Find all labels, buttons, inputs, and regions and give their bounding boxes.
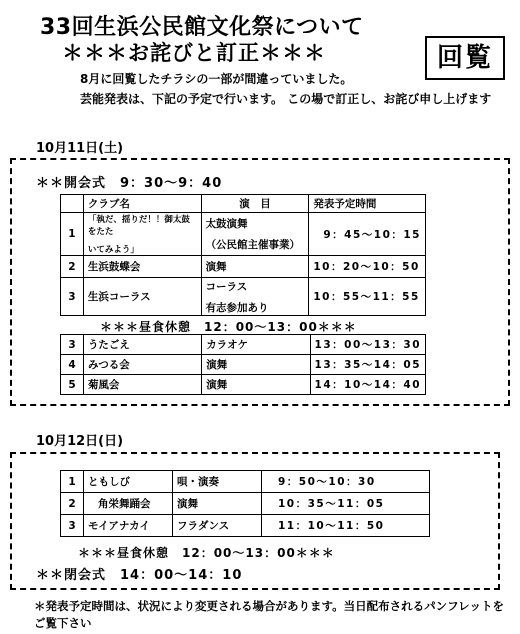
closing-ceremony: ＊＊閉会式 14：00〜14：10 xyxy=(36,568,243,583)
title-line-2: ＊＊＊お詫びと訂正＊＊＊ xyxy=(62,41,326,65)
row-no: 4 xyxy=(61,355,84,375)
row-no: 3 xyxy=(61,278,84,316)
row-time: 9：45〜10：15 xyxy=(309,213,426,256)
row-club: 菊風会 xyxy=(83,375,201,395)
row-club: みつる会 xyxy=(83,355,201,375)
row-no: 3 xyxy=(61,515,84,537)
circulation-stamp: 回覧 xyxy=(425,36,505,80)
row-no: 5 xyxy=(61,375,84,395)
table-row xyxy=(61,278,426,316)
footer-note: ＊発表予定時間は、状況により変更される場合があります。当日配布されるパンフレットをご覧下さい xyxy=(34,599,504,630)
row-time: 10：55〜11：55 xyxy=(309,278,426,316)
header-program: 演 目 xyxy=(201,195,309,213)
table-row xyxy=(61,256,426,278)
row-time: 10：35〜11：05 xyxy=(262,493,430,515)
row-no: 2 xyxy=(61,493,84,515)
table-row xyxy=(61,355,426,375)
row-club: うたごえ xyxy=(83,335,201,355)
header-time: 発表予定時間 xyxy=(309,195,426,213)
table-row xyxy=(61,213,426,256)
day2-lunch-break: ＊＊＊昼食休憩 12：00〜13：00＊＊＊ xyxy=(78,546,335,560)
row-club: 生浜鼓蝶会 xyxy=(83,256,201,278)
row-time: 13：00〜13：30 xyxy=(310,335,425,355)
opening-ceremony: ＊＊開会式 9：30〜9：40 xyxy=(36,176,223,191)
row-time: 10：20〜10：50 xyxy=(309,256,426,278)
row-time: 13：35〜14：05 xyxy=(310,355,425,375)
row-no: 3 xyxy=(61,335,84,355)
row-program: コーラス 有志参加あり xyxy=(201,278,309,316)
title-line-1: 33回生浜公民館文化祭について xyxy=(40,15,364,40)
day2-table xyxy=(60,470,430,537)
day1-am-table xyxy=(60,194,426,316)
intro-line-1: 8月に回覧したチラシの一部が間違っていました。 xyxy=(80,72,353,86)
table-header-row xyxy=(61,195,426,213)
row-no: 2 xyxy=(61,256,84,278)
row-club: 「執だ、揺りだ！！御太鼓をたた いてみよう」 xyxy=(83,213,201,256)
row-no: 1 xyxy=(61,471,84,493)
row-program: 演舞 xyxy=(201,256,309,278)
table-row xyxy=(61,375,426,395)
row-no: 1 xyxy=(61,213,84,256)
day1-date: 10月11日(土) xyxy=(36,141,124,156)
row-program: フラダンス xyxy=(173,515,262,537)
table-row xyxy=(61,493,430,515)
row-club: ともしび xyxy=(84,471,173,493)
table-row xyxy=(61,335,426,355)
intro-line-2: 芸能発表は、下記の予定で行います。 この場で訂正し、お詫び申し上げます xyxy=(80,92,492,106)
row-program: 唄・演奏 xyxy=(173,471,262,493)
day1-lunch-break: ＊＊＊昼食休憩 12：00〜13：00＊＊＊ xyxy=(100,320,357,334)
row-program: 演舞 xyxy=(173,493,262,515)
table-row xyxy=(61,515,430,537)
row-program: カラオケ xyxy=(202,335,310,355)
table-row xyxy=(61,471,430,493)
header-club: クラブ名 xyxy=(83,195,201,213)
day1-pm-table xyxy=(60,334,426,395)
header-no xyxy=(61,195,84,213)
row-program: 演舞 xyxy=(202,375,310,395)
row-program: 太鼓演舞 （公民館主催事業） xyxy=(201,213,309,256)
row-time: 14：10〜14：40 xyxy=(310,375,425,395)
row-club: 角栄舞踊会 xyxy=(84,493,173,515)
row-time: 11：10〜11：50 xyxy=(262,515,430,537)
row-time: 9：50〜10：30 xyxy=(262,471,430,493)
day2-date: 10月12日(日) xyxy=(36,434,124,449)
row-club: 生浜コーラス xyxy=(83,278,201,316)
row-club: モイアナカイ xyxy=(84,515,173,537)
row-program: 演舞 xyxy=(202,355,310,375)
